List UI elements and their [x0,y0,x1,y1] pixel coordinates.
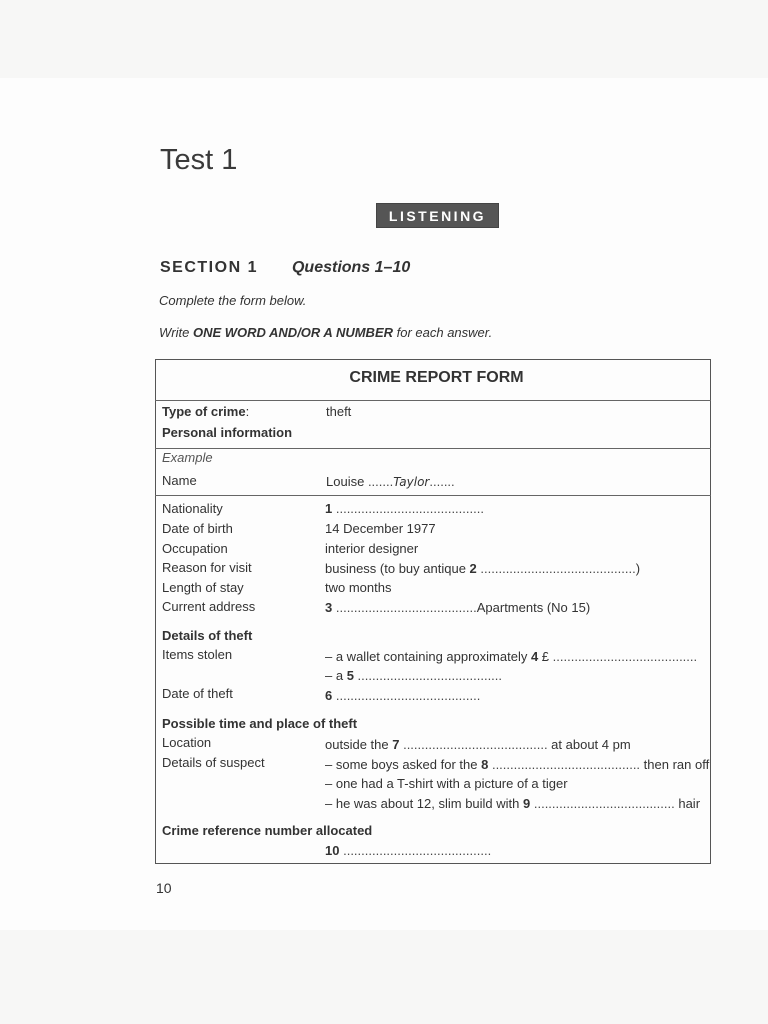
answer-blank-4[interactable]: ........................................ [552,649,698,664]
answer-blank-1[interactable]: ......................................... [335,501,484,516]
question-number-10: 10 [325,843,340,858]
form-divider [155,495,711,496]
answer-dots: ....... [429,474,455,489]
question-number-3: 3 [325,600,333,615]
answer-dots: ....... [367,474,394,489]
answer-blank-3[interactable]: ....................................... [335,600,477,615]
item-1-pre: – a wallet containing approximately [325,649,531,664]
occupation-value: interior designer [325,541,419,556]
example-label: Example [162,450,213,465]
listening-badge: LISTENING [376,203,499,228]
suspect-3-pre: – he was about 12, slim build with [325,796,523,811]
answer-blank-8[interactable]: ......................................... [491,757,641,772]
location-label: Location [162,735,212,750]
suspect-3-post: hair [674,796,701,811]
dob-label: Date of birth [162,521,233,536]
location-post: at about 4 pm [547,737,631,752]
page-title: Test 1 [160,144,238,176]
form-divider [155,400,711,401]
name-value [326,474,455,489]
reason-pre: business (to buy antique [325,561,470,576]
type-of-crime-colon: : [245,404,250,419]
question-number-8: 8 [481,757,489,772]
instruction-complete: Complete the form below. [159,293,307,308]
suspect-label: Details of suspect [162,755,265,770]
type-of-crime-label: Type of crime [162,404,246,419]
length-label: Length of stay [162,580,244,595]
crime-ref-heading: Crime reference number allocated [162,823,373,838]
answer-blank-2[interactable]: ........................................... [480,561,636,576]
suspect-line-2: – one had a T-shirt with a picture of a tiger [325,776,568,791]
form-divider [155,448,711,449]
possible-heading: Possible time and place of theft [162,716,358,731]
answer-blank-9[interactable]: ....................................... [533,796,675,811]
question-number-9: 9 [523,796,531,811]
date-of-theft-value [325,688,480,703]
question-number-7: 7 [392,737,400,752]
answer-blank-10[interactable]: ......................................... [343,843,492,858]
dob-value: 14 December 1977 [325,521,436,536]
answer-blank-7[interactable]: ........................................ [403,737,548,752]
personal-info-heading: Personal information [162,425,293,440]
item-1-currency: £ [538,649,550,664]
instruction-write-post: for each answer. [393,325,493,340]
item-2-pre: – a [325,668,347,683]
answer-blank-5[interactable]: ........................................ [357,668,503,683]
section-heading [160,259,410,277]
question-number-6: 6 [325,688,333,703]
item-1 [325,649,697,664]
type-of-crime-row [162,404,249,419]
nationality-label: Nationality [162,501,223,516]
question-number-2: 2 [469,561,477,576]
questions-label: Questions 1–10 [291,259,411,276]
nationality-value [325,501,484,516]
occupation-label: Occupation [162,541,228,556]
reason-value [325,561,640,576]
question-number-1: 1 [325,501,333,516]
type-of-crime-value: theft [326,404,352,419]
suspect-line-3 [325,796,700,811]
name-prefix: Louise [326,474,365,489]
date-of-theft-label: Date of theft [162,686,233,701]
form-title: CRIME REPORT FORM [349,369,524,386]
question-number-5: 5 [346,668,354,683]
item-2 [325,668,502,683]
page-number: 10 [156,880,172,896]
reason-label: Reason for visit [162,560,252,575]
suspect-line-1 [325,757,709,772]
details-heading: Details of theft [162,628,253,643]
instruction-write [159,325,492,340]
crime-ref-value [325,843,491,858]
instruction-write-bold: ONE WORD AND/OR A NUMBER [192,325,393,340]
name-answer: Taylor [393,475,430,489]
instruction-write-pre: Write [159,325,193,340]
items-stolen-label: Items stolen [162,647,233,662]
address-value [325,600,590,615]
suspect-1-pre: – some boys asked for the [325,757,482,772]
scan-margin-bottom [0,930,768,1024]
location-pre: outside the [325,737,393,752]
section-label: SECTION 1 [160,259,258,276]
address-post: Apartments (No 15) [476,600,591,615]
scan-margin-top [0,0,768,78]
question-number-4: 4 [530,649,539,664]
location-value [325,737,631,752]
reason-post: ) [635,561,641,576]
suspect-1-post: then ran off [640,757,710,772]
length-value: two months [325,580,392,595]
address-label: Current address [162,599,256,614]
answer-blank-6[interactable]: ........................................ [335,688,481,703]
name-label: Name [162,473,197,488]
